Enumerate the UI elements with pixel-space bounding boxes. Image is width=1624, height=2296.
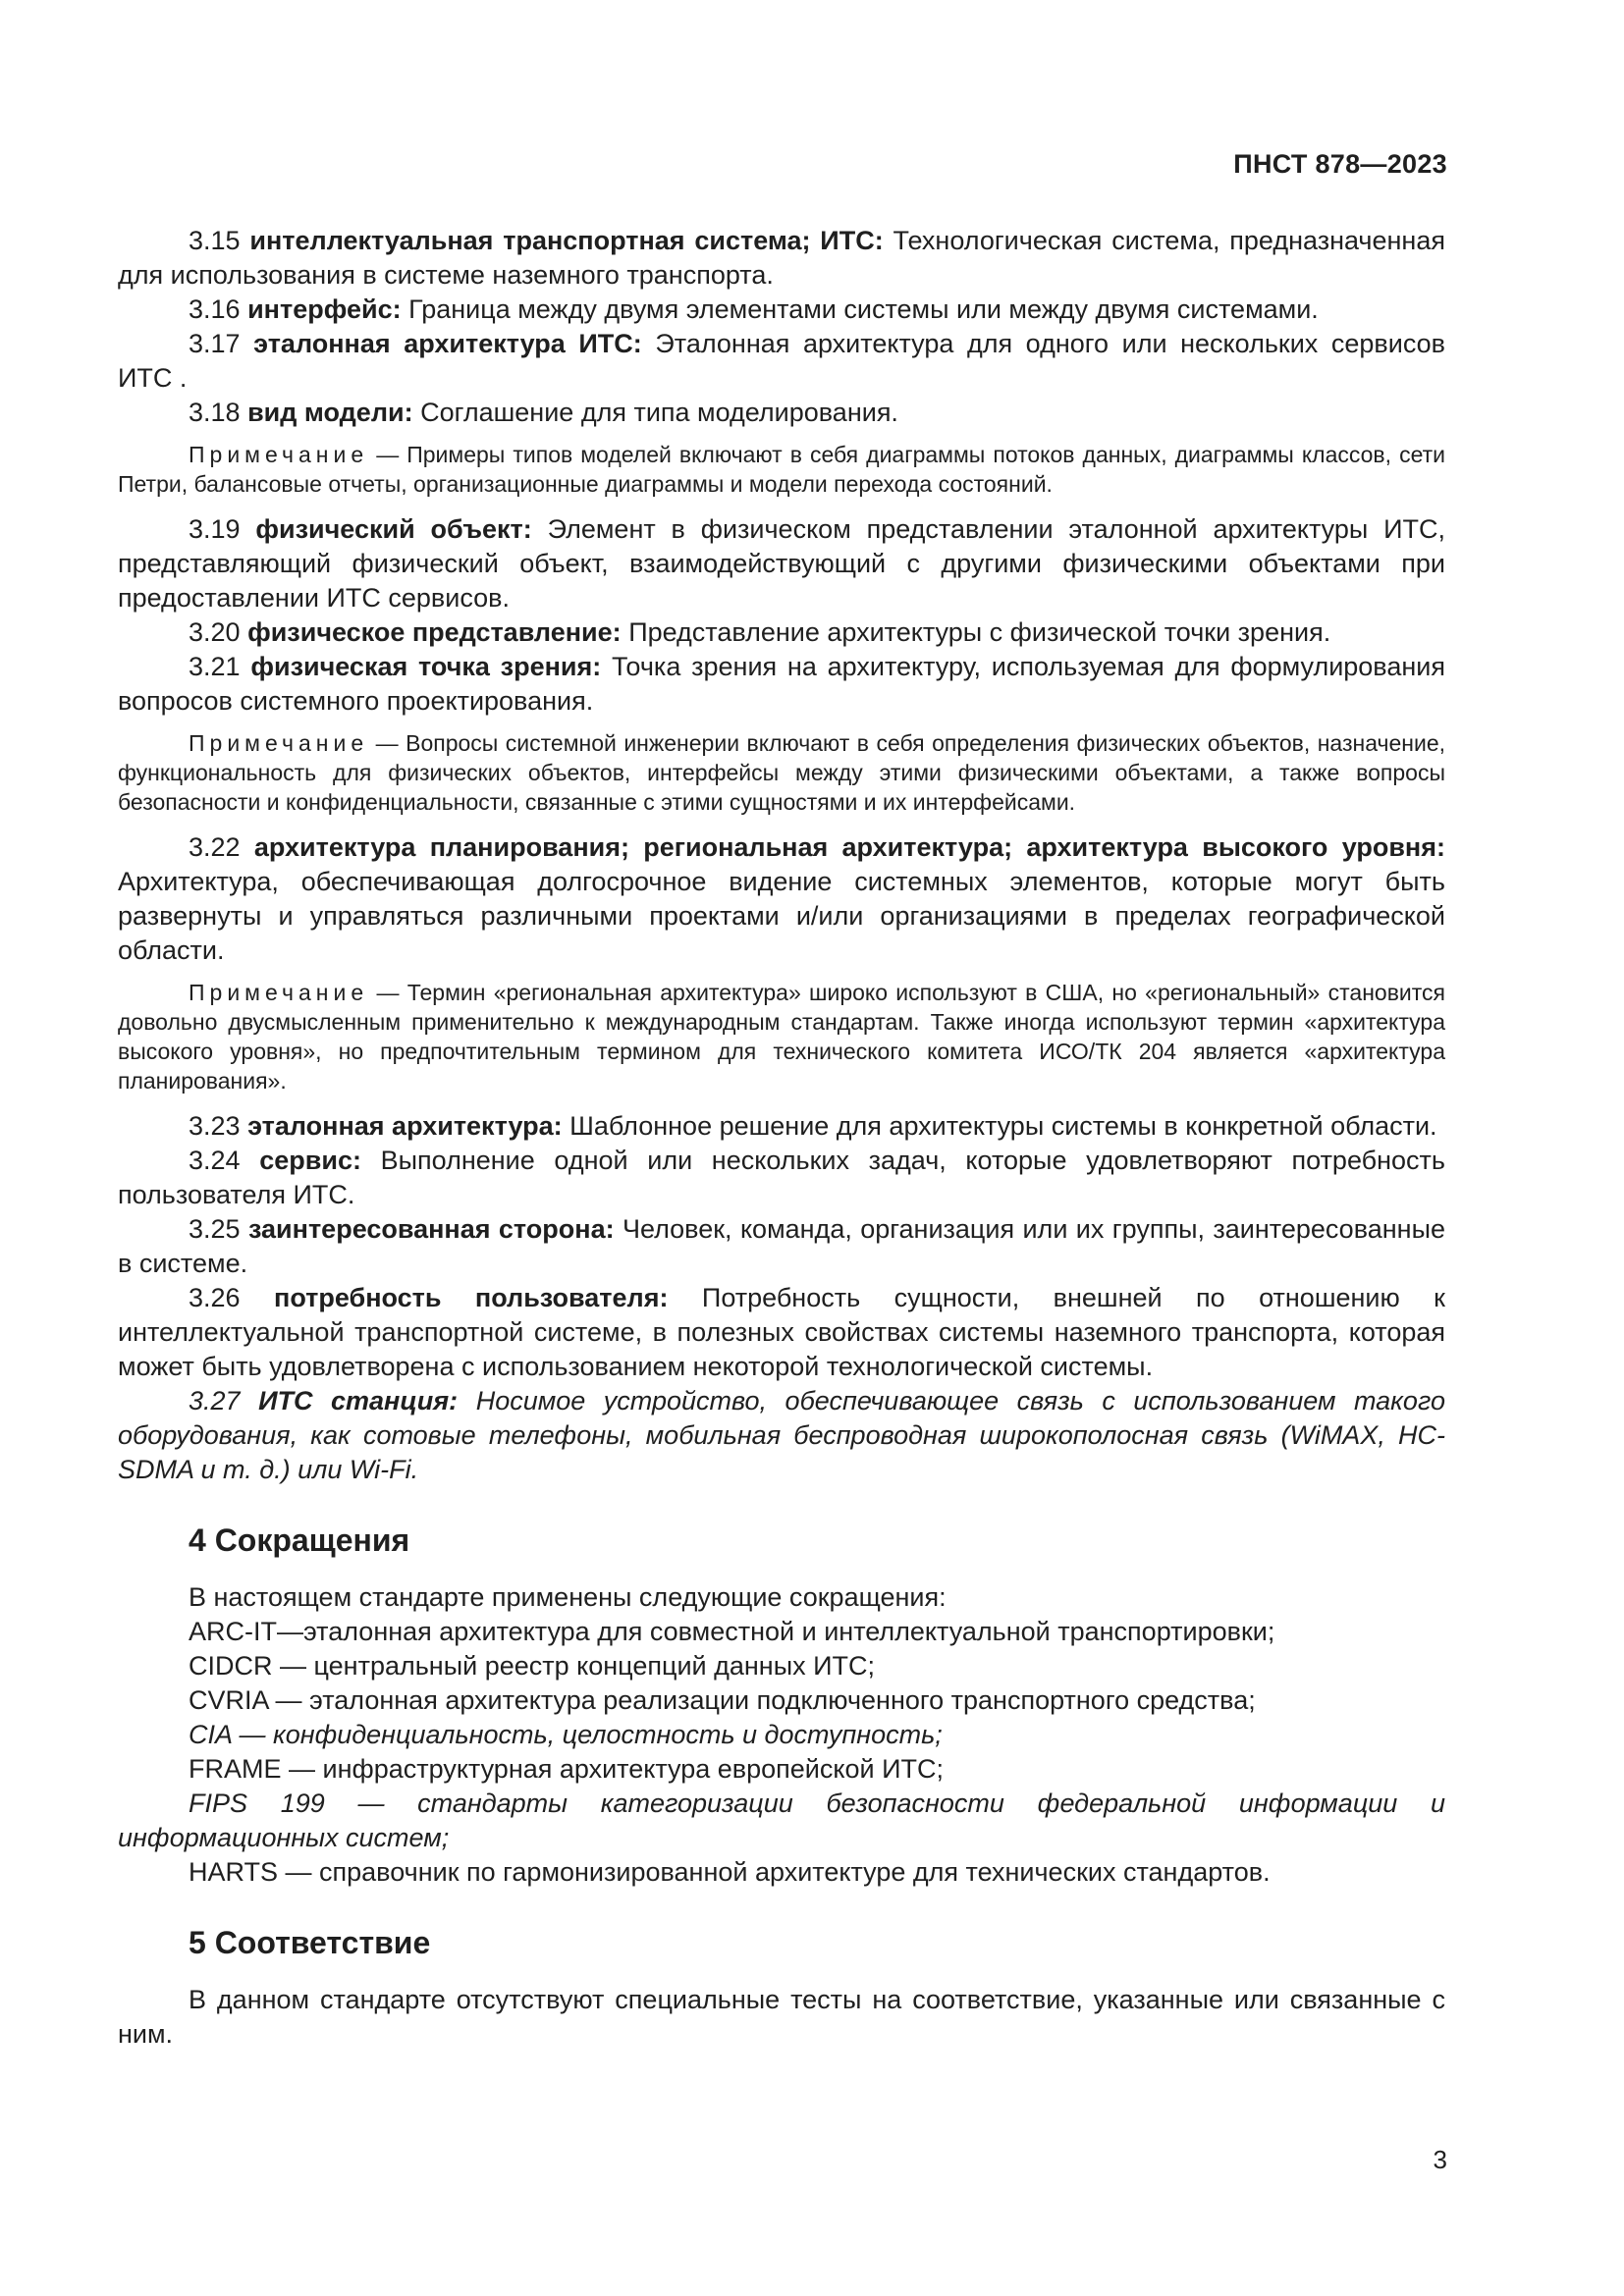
section-4-heading: 4 Сокращения (189, 1522, 410, 1558)
abbreviation-item: HARTS — справочник по гармонизированной архитектуре для технических стандартов. (189, 1857, 1271, 1887)
definition-term: интеллектуальная транспортная система; ИТС: (249, 226, 884, 255)
definitions-group-1 (118, 224, 1445, 430)
page-content (118, 224, 1445, 2052)
definition-text: Архитектура, обеспечивающая долгосрочное видение системных элементов, которые могут быть развернуты и управляться различными проектами и/или организациями в пределах географической области. (118, 867, 1445, 965)
definition-item (118, 1109, 1445, 1144)
definition-term: сервис: (259, 1146, 361, 1175)
definition-item (118, 293, 1445, 327)
note-label: Примечание (189, 442, 369, 467)
definition-text: Граница между двумя элементами системы или между двумя системами. (408, 294, 1319, 324)
abbreviation-item: CIA — конфиденциальность, целостность и доступность; (189, 1720, 943, 1749)
definition-item (118, 1212, 1445, 1281)
definitions-group-4 (118, 1109, 1445, 1487)
definition-item (118, 615, 1445, 650)
definition-number: 3.15 (189, 226, 241, 255)
note (118, 440, 1445, 499)
definition-item (118, 1281, 1445, 1384)
definition-item-italic (118, 1384, 1445, 1487)
definitions-group-2 (118, 512, 1445, 719)
definition-text: Эталонная архитектура для одного или нескольких сервисов ИТС . (118, 329, 1445, 393)
section-5-text: В данном стандарте отсутствуют специальные тесты на соответствие, указанные или связанные с ним. (118, 1985, 1445, 2049)
abbreviation-item: FIPS 199 — стандарты категоризации безопасности федеральной информации и информационных систем; (118, 1789, 1445, 1852)
abbreviation-item: FRAME — инфраструктурная архитектура европейской ИТС; (189, 1754, 944, 1784)
abbreviations-list (118, 1580, 1445, 1890)
definition-item (118, 512, 1445, 615)
definition-number: 3.20 (189, 617, 241, 647)
definition-number: 3.27 (189, 1386, 241, 1415)
abbreviations-intro: В настоящем стандарте применены следующие сокращения: (189, 1582, 947, 1612)
definition-text: Представление архитектуры с физической точки зрения. (628, 617, 1331, 647)
abbreviation-item: CVRIA — эталонная архитектура реализации подключенного транспортного средства; (189, 1685, 1256, 1715)
note (118, 728, 1445, 817)
definition-text: Точка зрения на архитектуру, используемая для формулирования вопросов системного проектирования. (118, 652, 1445, 716)
definition-term: физическое представление: (247, 617, 622, 647)
definition-text: Человек, команда, организация или их группы, заинтересованные в системе. (118, 1214, 1445, 1278)
definition-number: 3.24 (189, 1146, 241, 1175)
note-label: Примечание (189, 980, 369, 1005)
definition-text: Шаблонное решение для архитектуры системы в конкретной области. (569, 1111, 1437, 1141)
definition-term: физический объект: (255, 514, 532, 544)
definition-number: 3.21 (189, 652, 241, 681)
note-text: — Примеры типов моделей включают в себя диаграммы потоков данных, диаграммы классов, сети Петри, балансовые отчеты, организационные диаграммы и модели перехода состояний. (118, 442, 1445, 497)
abbreviation-item: CIDCR — центральный реестр концепций данных ИТС; (189, 1651, 876, 1681)
document-id: ПНСТ 878—2023 (1233, 149, 1447, 179)
definition-number: 3.17 (189, 329, 241, 358)
abbreviation-item: ARC-IT—эталонная архитектура для совместной и интеллектуальной транспортировки; (189, 1617, 1275, 1646)
definition-text: Элемент в физическом представлении эталонной архитектуры ИТС, представляющий физический объект, взаимодействующий с другими физическими объектами при предоставлении ИТС сервисов. (118, 514, 1445, 613)
definition-item (118, 224, 1445, 293)
definition-item (118, 1144, 1445, 1212)
definition-term: архитектура планирования; региональная архитектура; архитектура высокого уровня: (253, 832, 1445, 862)
definition-number: 3.18 (189, 398, 241, 427)
definition-text: Технологическая система, предназначенная для использования в системе наземного транспорта. (118, 226, 1445, 290)
definition-term: вид модели: (247, 398, 413, 427)
definitions-group-3 (118, 830, 1445, 968)
definition-item (118, 830, 1445, 968)
definition-term: интерфейс: (247, 294, 402, 324)
note-label: Примечание (189, 730, 369, 756)
definition-text: Соглашение для типа моделирования. (420, 398, 898, 427)
definition-term: заинтересованная сторона: (247, 1214, 615, 1244)
definition-text: Потребность сущности, внешней по отношению к интеллектуальной транспортной системе, в полезных свойствах системы наземного транспорта, которая может быть удовлетворена с использованием некоторой технологической системы. (118, 1283, 1445, 1381)
definition-item (118, 396, 1445, 430)
definition-term: потребность пользователя: (274, 1283, 669, 1312)
definition-text: Носимое устройство, обеспечивающее связь с использованием такого оборудования, как сотовые телефоны, мобильная беспроводная широкополосная связь (WiMAX, HC-SDMA и т. д.) или Wi-Fi. (118, 1386, 1445, 1484)
definition-text: Выполнение одной или нескольких задач, которые удовлетворяют потребность пользователя ИТС. (118, 1146, 1445, 1209)
definition-number: 3.25 (189, 1214, 241, 1244)
page-number: 3 (1433, 2145, 1447, 2174)
definition-number: 3.23 (189, 1111, 241, 1141)
definition-number: 3.19 (189, 514, 241, 544)
definition-term: эталонная архитектура ИТС: (253, 329, 642, 358)
note-text: — Термин «региональная архитектура» широко используют в США, но «региональный» становится довольно двусмысленным применительно к международным стандартам. Также иногда используют термин «архитектура высокого уровня», но предпочтительным термином для технического комитета ИСО/ТК 204 является «архитектура планирования». (118, 980, 1445, 1094)
definition-number: 3.22 (189, 832, 241, 862)
section-5-heading: 5 Соответствие (189, 1925, 431, 1960)
definition-item (118, 327, 1445, 396)
definition-number: 3.16 (189, 294, 241, 324)
definition-item (118, 650, 1445, 719)
note-text: — Вопросы системной инженерии включают в себя определения физических объектов, назначение, функциональность для физических объектов, интерфейсы между этими физическими объектами, а также вопросы безопасности и конфиденциальности, связанные с этими сущностями и их интерфейсами. (118, 730, 1446, 815)
definition-term: ИТС станция: (258, 1386, 459, 1415)
note (118, 978, 1445, 1095)
definition-number: 3.26 (189, 1283, 241, 1312)
definition-term: эталонная архитектура: (247, 1111, 563, 1141)
definition-term: физическая точка зрения: (250, 652, 602, 681)
